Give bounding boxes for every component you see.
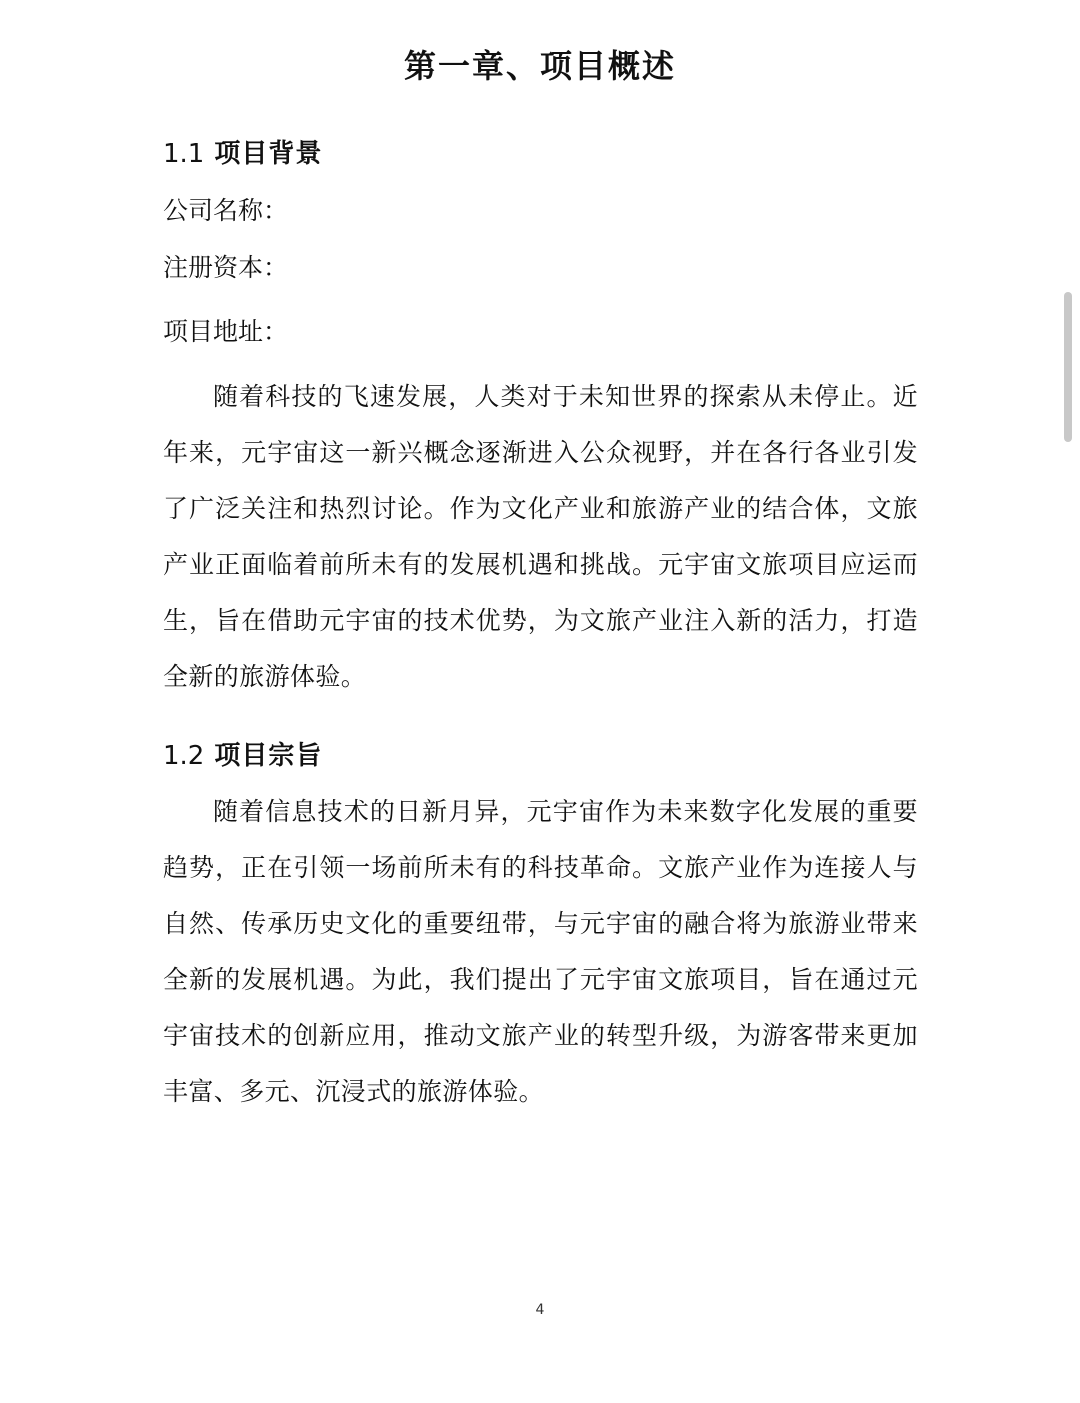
- purpose-paragraph: 随着信息技术的日新月异，元宇宙作为未来数字化发展的重要趋势，正在引领一场前所未有的科技革命。文旅产业作为连接人与自然、传承历史文化的重要纽带，与元宇宙的融合将为旅游业带来全新的发展机遇。为此，我们提出了元宇宙文旅项目，旨在通过元宇宙技术的创新应用，推动文旅产业的转型升级，为游客带来更加丰富、多元、沉浸式的旅游体验。: [163, 797, 918, 1106]
- project-address-field: 项目地址：: [163, 317, 289, 346]
- section-title: 项目背景: [214, 139, 323, 169]
- section-heading-purpose: [163, 738, 322, 774]
- registered-capital-field: 注册资本：: [163, 253, 289, 282]
- section-heading-background: [163, 136, 322, 172]
- background-paragraph: 随着科技的飞速发展，人类对于未知世界的探索从未停止。近年来，元宇宙这一新兴概念逐渐进入公众视野，并在各行各业引发了广泛关注和热烈讨论。作为文化产业和旅游产业的结合体，文旅产业正面临着前所未有的发展机遇和挑战。元宇宙文旅项目应运而生，旨在借助元宇宙的技术优势，为文旅产业注入新的活力，打造全新的旅游体验。: [163, 382, 918, 691]
- chapter-title: 第一章、项目概述: [403, 47, 676, 85]
- page-number: 4: [535, 1302, 545, 1318]
- scrollbar-thumb[interactable]: [1064, 292, 1072, 442]
- company-name-field: 公司名称：: [163, 196, 289, 225]
- section-title: 项目宗旨: [214, 741, 323, 771]
- section-number: 1.2: [163, 741, 205, 771]
- section-number: 1.1: [163, 139, 205, 169]
